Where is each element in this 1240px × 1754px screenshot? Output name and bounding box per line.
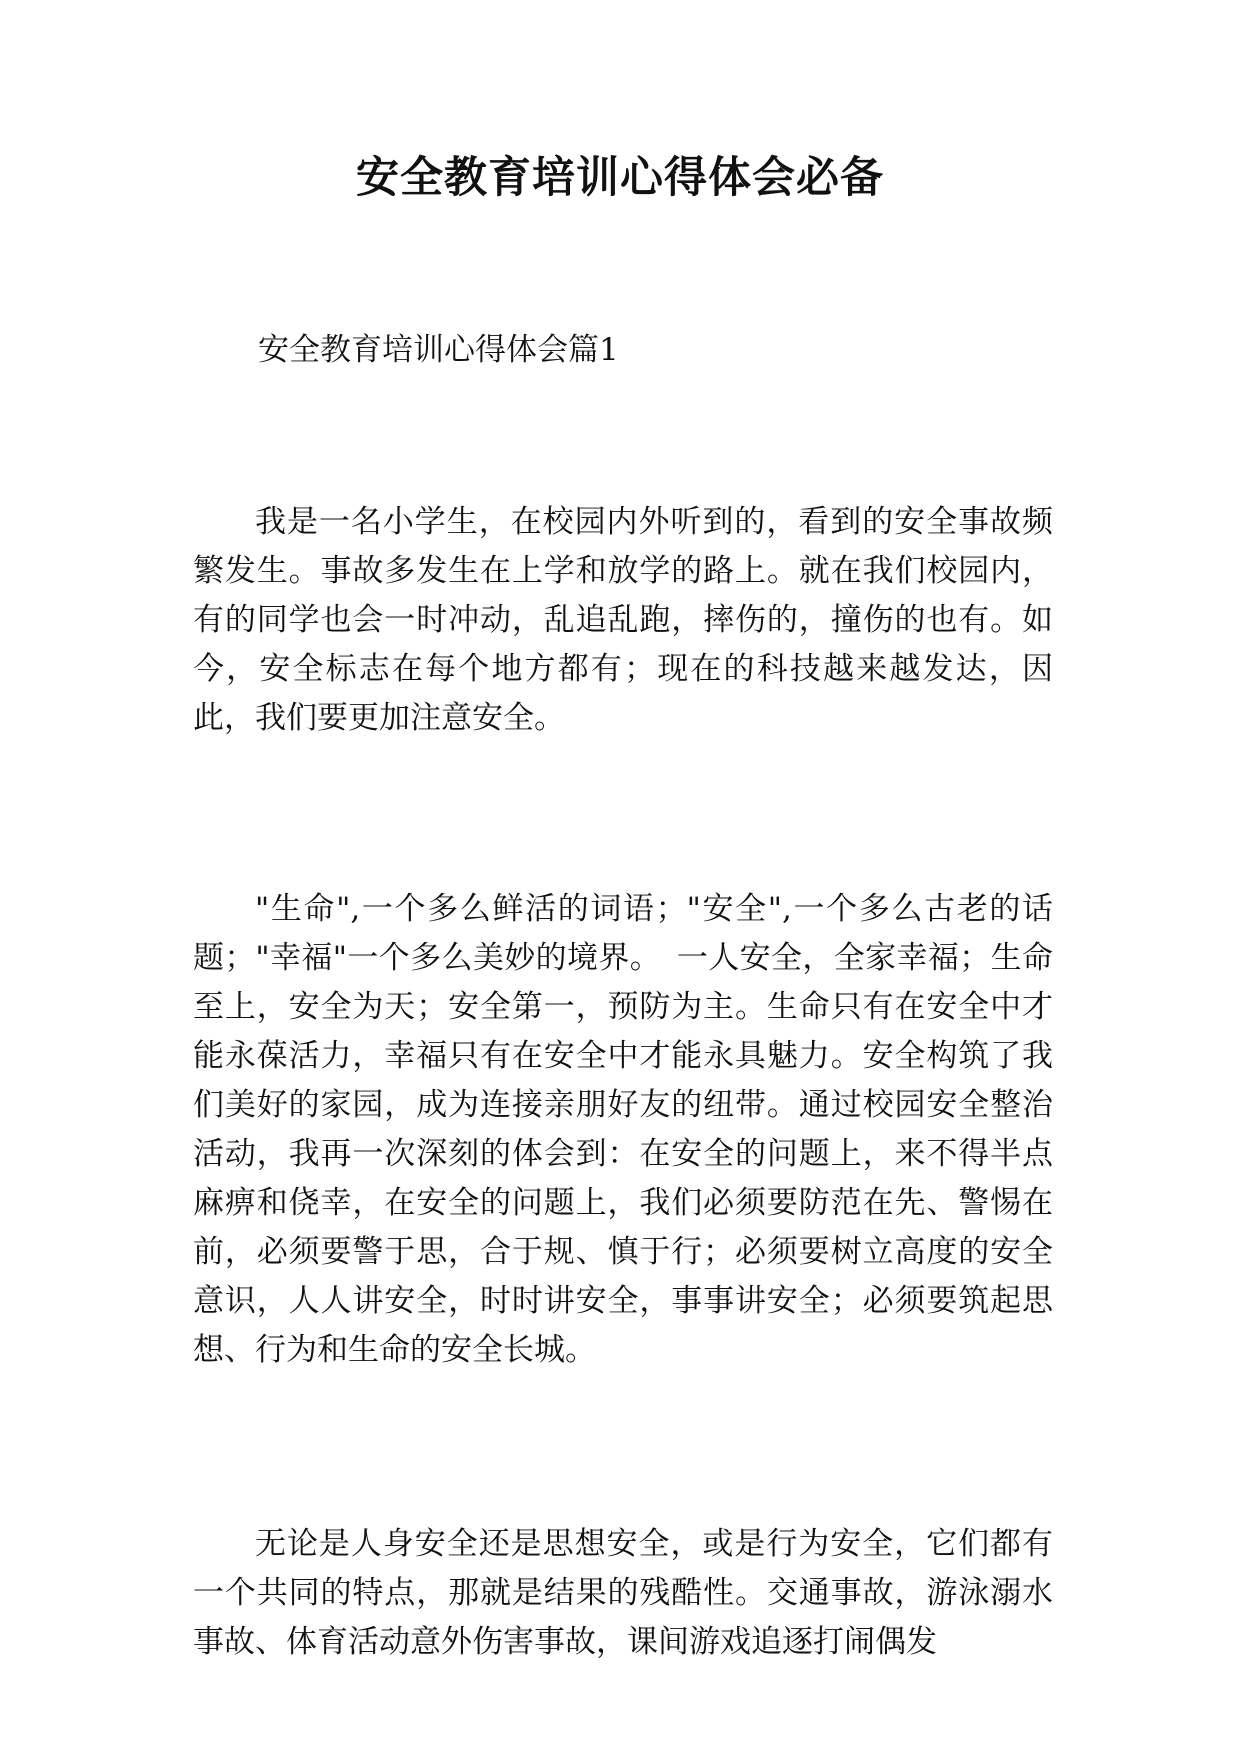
section-heading: 安全教育培训心得体会篇1 (258, 332, 619, 368)
paragraph-1: 我是一名小学生，在校园内外听到的，看到的安全事故频繁发生。事故多发生在上学和放学的路上。就在我们校园内，有的同学也会一时冲动，乱追乱跑，摔伤的，撞伤的也有。如今，安全标志在每个地方都有；现在的科技越来越发达，因此，我们要更加注意安全。 (193, 504, 1053, 736)
page-title: 安全教育培训心得体会必备 (356, 153, 884, 203)
paragraph-3: 无论是人身安全还是思想安全，或是行为安全，它们都有一个共同的特点，那就是结果的残酷性。交通事故，游泳溺水事故、体育活动意外伤害事故，课间游戏追逐打闹偶发 (193, 1526, 1053, 1660)
paragraph-2: "生命",一个多么鲜活的词语；"安全",一个多么古老的话题；"幸福"一个多么美妙的境界。 一人安全，全家幸福；生命至上，安全为天；安全第一，预防为主。生命只有在安全中才能永葆活力，幸福只有在安全中才能永具魅力。安全构筑了我们美好的家园，成为连接亲朋好友的纽带。通过校园安全整治活动，我再一次深刻的体会到：在安全的问题上，来不得半点麻痹和侥幸，在安全的问题上，我们必须要防范在先、警惕在前，必须要警于思，合于规、慎于行；必须要树立高度的安全意识，人人讲安全，时时讲安全，事事讲安全；必须要筑起思想、行为和生命的安全长城。 (193, 891, 1053, 1368)
